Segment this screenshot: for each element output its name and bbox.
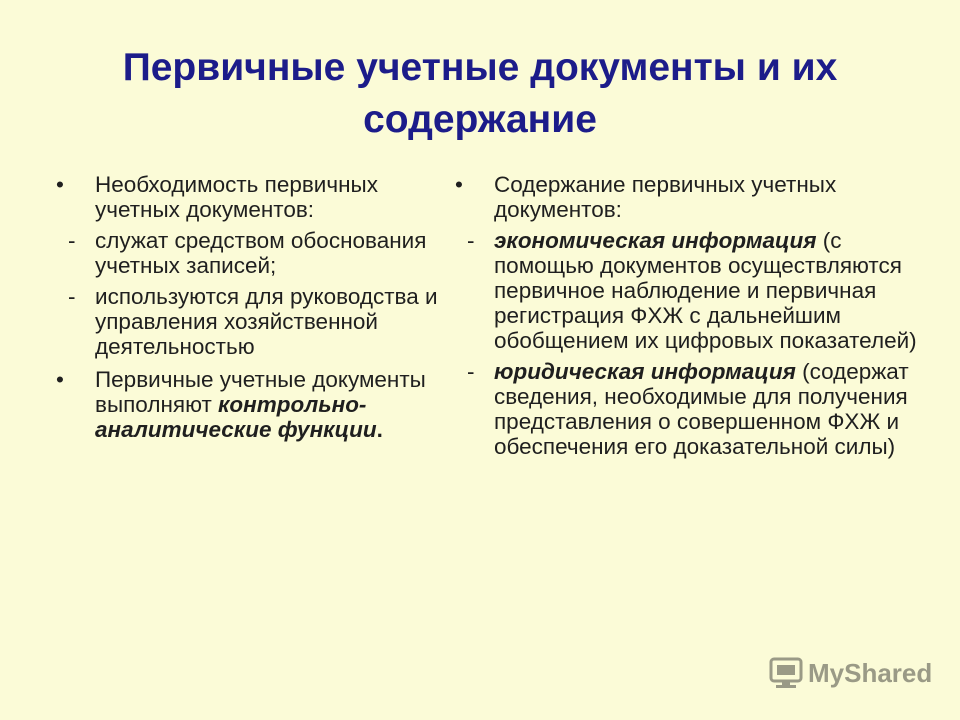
slide-title-line-2: содержание bbox=[363, 98, 597, 141]
left-sub-management-text: используются для руководства и управления хозяйственной деятельностью bbox=[95, 284, 438, 359]
left-bullet-necessity-text: Необходимость первичных учетных документов: bbox=[95, 172, 378, 222]
left-bullet-functions bbox=[56, 367, 456, 442]
dash-marker: - bbox=[68, 284, 82, 309]
left-bullet-necessity bbox=[56, 172, 456, 222]
bullet-dot-icon: • bbox=[56, 367, 64, 392]
dash-marker: - bbox=[467, 359, 481, 384]
bullet-dot-icon: • bbox=[455, 172, 463, 197]
right-sub-legal-emphasis: юридическая информация bbox=[494, 359, 796, 384]
right-sub-economic-text: (с помощью документов осуществляются первичное наблюдение и первичная регистрация ФХЖ с дальнейшим обобщением их цифровых показателей) bbox=[494, 228, 917, 353]
right-sub-legal-text: (содержат сведения, необходимые для получения представления о совершенном ФХЖ и обеспечения его доказательной силы) bbox=[494, 359, 909, 459]
right-sub-legal bbox=[455, 359, 925, 459]
right-bullet-content-text: Содержание первичных учетных документов: bbox=[494, 172, 837, 222]
right-sub-economic bbox=[455, 228, 925, 353]
right-bullet-content bbox=[455, 172, 925, 222]
myshared-watermark-text: MyShared bbox=[808, 657, 933, 688]
myshared-logo-icon bbox=[768, 656, 804, 690]
dash-marker: - bbox=[68, 228, 82, 253]
right-column bbox=[455, 172, 925, 459]
left-sub-management bbox=[56, 284, 456, 359]
left-bullet-functions-tail: . bbox=[376, 417, 383, 442]
left-bullet-functions-text: Первичные учетные документы выполняют bbox=[95, 367, 426, 417]
left-sub-justification-text: служат средством обоснования учетных записей; bbox=[95, 228, 427, 278]
right-sub-economic-emphasis: экономическая информация bbox=[494, 228, 817, 253]
left-column bbox=[56, 172, 456, 442]
slide-title-line-1: Первичные учетные документы и их bbox=[122, 46, 838, 89]
slide-title bbox=[0, 42, 960, 146]
left-sub-justification bbox=[56, 228, 456, 278]
bullet-dot-icon: • bbox=[56, 172, 64, 197]
dash-marker: - bbox=[467, 228, 481, 253]
left-bullet-functions-emphasis: контрольно-аналитические функции bbox=[95, 392, 377, 442]
myshared-watermark bbox=[768, 656, 932, 690]
